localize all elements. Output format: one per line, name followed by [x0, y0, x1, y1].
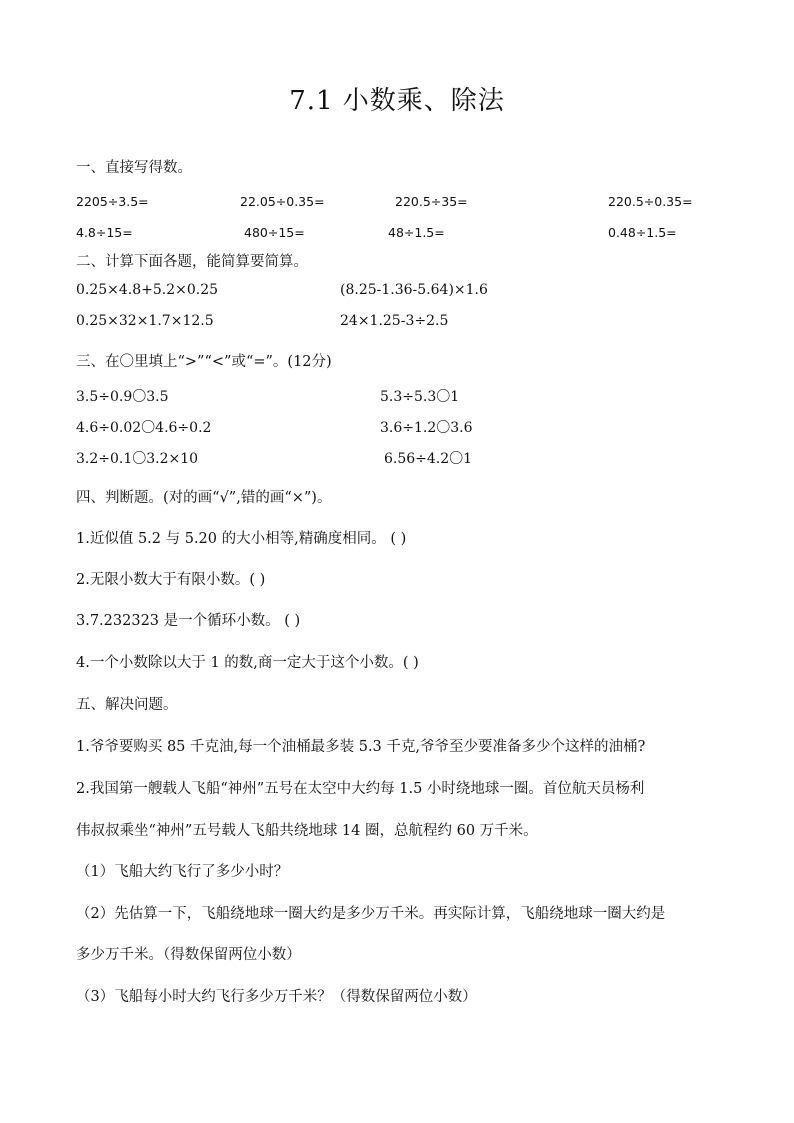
judge-item: 1.近似值 5.2 与 5.20 的大小相等,精确度相同。 ( ) [76, 531, 407, 547]
mental-math-item: 48÷1.5= [388, 225, 445, 240]
page-title: 7.1 小数乘、除法 [289, 86, 505, 116]
calc-item: 0.25×32×1.7×12.5 [76, 313, 214, 329]
calc-item: (8.25-1.36-5.64)×1.6 [340, 282, 488, 298]
compare-item: 6.56÷4.2〇1 [384, 451, 473, 467]
compare-item: 3.6÷1.2〇3.6 [380, 420, 473, 436]
problem-1: 1.爷爷要购买 85 千克油,每一个油桶最多装 5.3 千克,爷爷至少要准备多少个这样的油桶? [76, 739, 646, 755]
section-3-heading: 三、在〇里填上“>”“<”或“=”。(12分) [76, 354, 332, 370]
compare-item: 5.3÷5.3〇1 [380, 389, 460, 405]
section-5-heading: 五、解决问题。 [76, 697, 178, 713]
problem-2-line-1: 2.我国第一艘载人飞船“神州”五号在太空中大约每 1.5 小时绕地球一圈。首位航天员杨利 [76, 781, 645, 797]
mental-math-item: 480÷15= [244, 225, 305, 240]
section-2-heading: 二、计算下面各题，能简算要简算。 [76, 254, 308, 270]
calc-item: 0.25×4.8+5.2×0.25 [76, 282, 219, 298]
compare-item: 3.2÷0.1〇3.2×10 [76, 451, 199, 467]
sub-question-2-line-1: （2）先估算一下，飞船绕地球一圈大约是多少万千米。再实际计算，飞船绕地球一圈大约是 [76, 906, 666, 922]
mental-math-item: 220.5÷35= [395, 194, 468, 209]
calc-item: 24×1.25-3÷2.5 [340, 313, 449, 329]
section-1-heading: 一、直接写得数。 [76, 160, 192, 176]
mental-math-item: 2205÷3.5= [76, 194, 149, 209]
sub-question-2-line-2: 多少万千米。（得数保留两位小数） [76, 947, 301, 963]
mental-math-item: 4.8÷15= [76, 225, 133, 240]
section-4-heading: 四、判断题。(对的画“√”,错的画“×”)。 [76, 490, 332, 506]
mental-math-item: 220.5÷0.35= [608, 194, 693, 209]
sub-question-1: （1）飞船大约飞行了多少小时？ [76, 864, 289, 880]
mental-math-item: 0.48÷1.5= [608, 225, 677, 240]
judge-item: 3.7.232323 是一个循环小数。 ( ) [76, 613, 301, 629]
judge-item: 2.无限小数大于有限小数。( ) [76, 572, 266, 588]
judge-item: 4.一个小数除以大于 1 的数,商一定大于这个小数。( ) [76, 655, 419, 671]
mental-math-item: 22.05÷0.35= [240, 194, 325, 209]
sub-question-3: （3）飞船每小时大约飞行多少万千米？（得数保留两位小数） [76, 989, 477, 1005]
compare-item: 4.6÷0.02〇4.6÷0.2 [76, 420, 212, 436]
compare-item: 3.5÷0.9〇3.5 [76, 389, 169, 405]
problem-2-line-2: 伟叔叔乘坐“神州”五号载人飞船共绕地球 14 圈，总航程约 60 万千米。 [76, 823, 538, 839]
